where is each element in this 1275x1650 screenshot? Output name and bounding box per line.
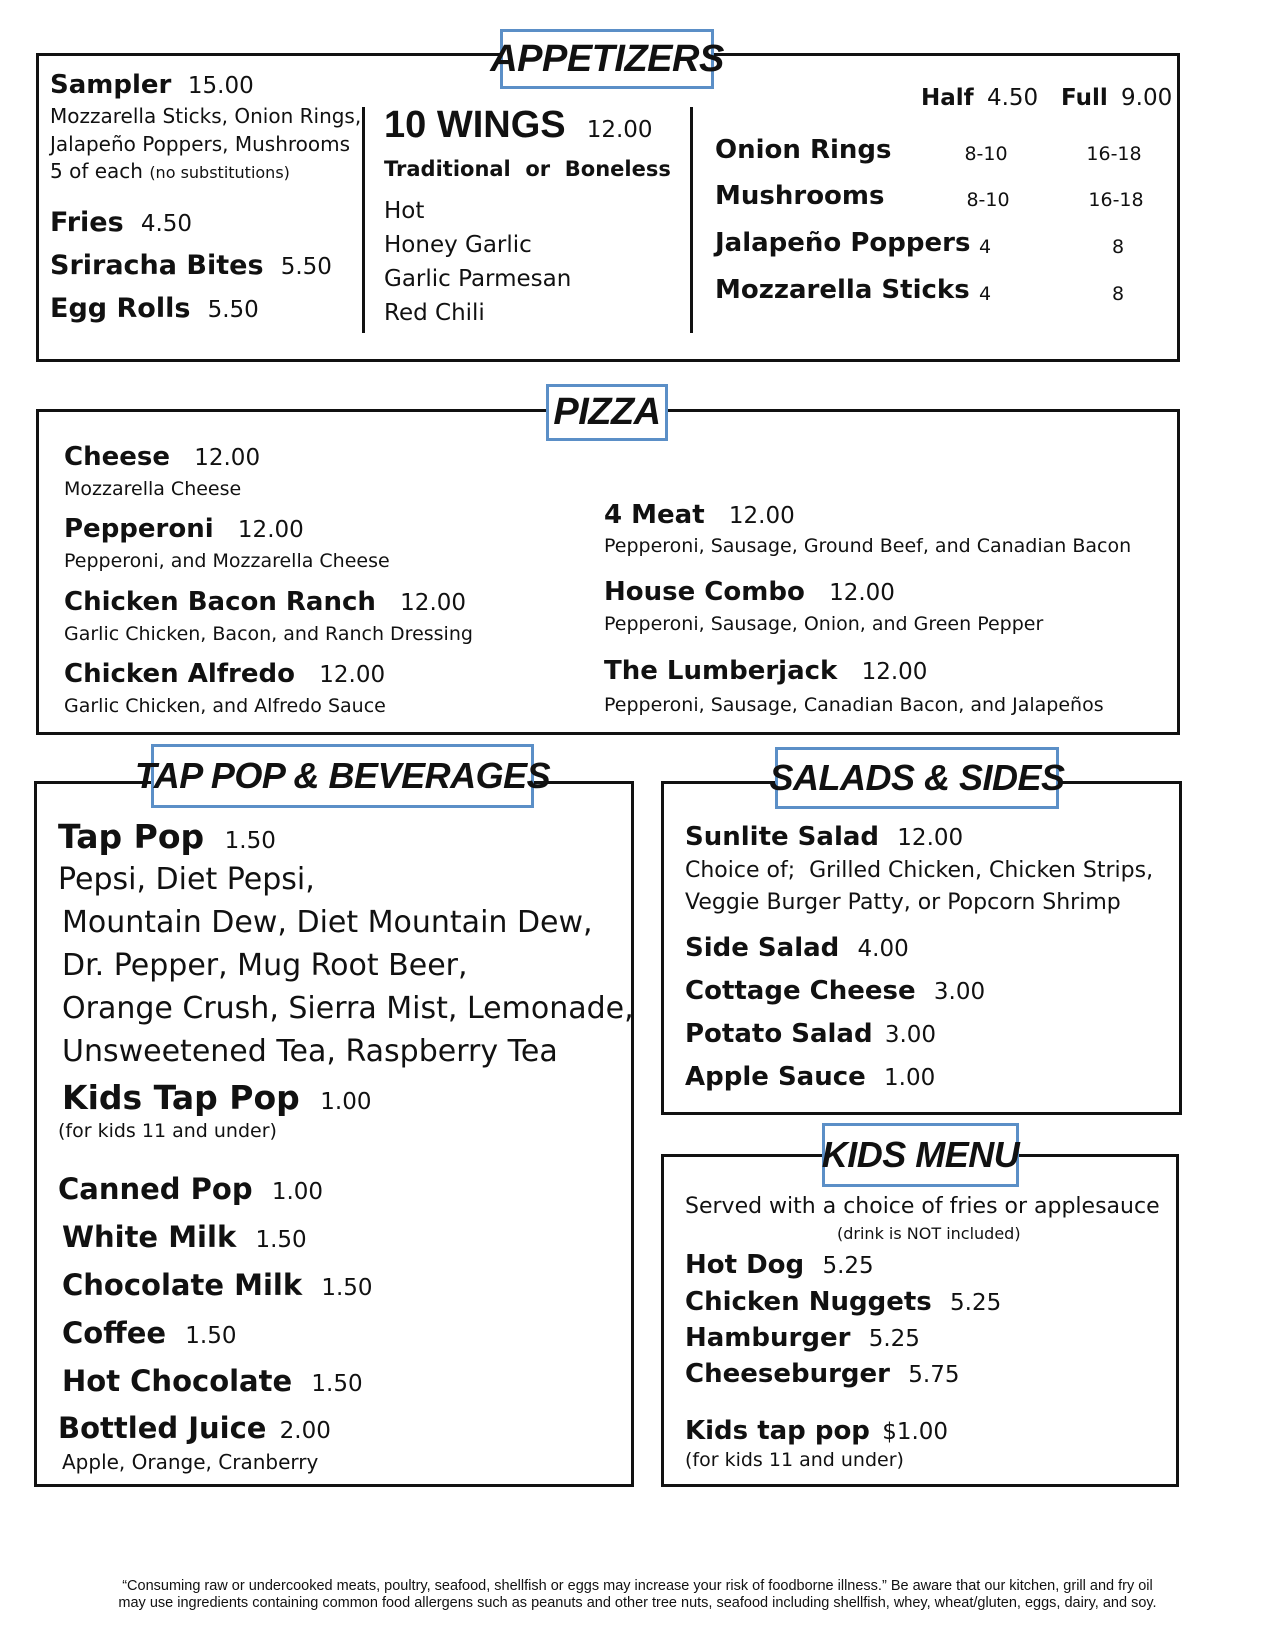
pizza-price: 12.00 — [400, 590, 467, 616]
side-price: 3.00 — [933, 979, 986, 1005]
wings-flavor: Garlic Parmesan — [384, 266, 572, 292]
kids-item — [685, 1359, 959, 1389]
salads-heading: SALADS & SIDES — [775, 747, 1059, 809]
kids-item — [685, 1250, 874, 1280]
side-price: 1.00 — [884, 1065, 936, 1091]
kids-item-name: Hamburger — [685, 1323, 851, 1353]
beverage-price: 1.50 — [185, 1323, 237, 1349]
wings-subtitle: Traditional or Boneless — [384, 157, 671, 181]
pizza-desc: Mozzarella Cheese — [64, 478, 242, 500]
pizza-price: 12.00 — [319, 662, 386, 688]
wings-flavor: Hot — [384, 198, 425, 224]
pizza-item — [604, 577, 895, 607]
kids-item-name: Hot Dog — [685, 1250, 805, 1280]
kids-tap-note: (for kids 11 and under) — [685, 1449, 904, 1471]
beverage-price: 1.00 — [271, 1179, 324, 1205]
sunlite-desc-2: Veggie Burger Patty, or Popcorn Shrimp — [685, 890, 1121, 915]
side-name: Cottage Cheese — [685, 976, 916, 1006]
appetizers-divider-1 — [362, 107, 365, 333]
pizza-price: 12.00 — [728, 503, 795, 529]
side-item — [685, 933, 909, 963]
allergen-disclaimer — [30, 1578, 1245, 1612]
sized-item-full: 8 — [1111, 283, 1125, 305]
beverage-name: Coffee — [62, 1316, 167, 1350]
full-size-header — [1061, 85, 1172, 111]
beverage-item — [62, 1364, 363, 1398]
pizza-price: 12.00 — [194, 445, 261, 471]
kids-tap-price: $1.00 — [882, 1419, 949, 1445]
beverage-item — [58, 1172, 323, 1206]
kids-item-price: 5.25 — [950, 1290, 1002, 1316]
kids-item-name: Chicken Nuggets — [685, 1287, 932, 1317]
sampler-item — [50, 70, 254, 100]
pizza-name: Chicken Bacon Ranch — [64, 587, 376, 617]
sriracha-item — [50, 250, 332, 281]
pizza-name: 4 Meat — [604, 500, 705, 530]
pizza-name: House Combo — [604, 577, 805, 607]
half-size-header — [921, 85, 1038, 111]
pizza-desc: Pepperoni, Sausage, Ground Beef, and Canadian Bacon — [604, 535, 1132, 557]
kids-served-with: Served with a choice of fries or applesauce — [685, 1194, 1160, 1219]
pizza-name: Cheese — [64, 442, 170, 472]
sampler-count: 5 of each — [50, 159, 143, 183]
kids-tap-pop-price: 1.00 — [320, 1089, 372, 1115]
beverage-price: 1.50 — [311, 1371, 363, 1397]
wings-price: 12.00 — [586, 117, 653, 143]
side-item — [685, 976, 985, 1006]
kids-item — [685, 1323, 920, 1353]
wings-flavor: Red Chili — [384, 300, 485, 326]
disclaimer-line-1: “Consuming raw or undercooked meats, poultry, seafood, shellfish or eggs may increase your risk of foodborne illness.” Be aware that our kitchen, grill and fry oil — [122, 1578, 1153, 1594]
sampler-price: 15.00 — [187, 73, 254, 99]
kids-tap-pop-item — [62, 1078, 371, 1117]
fries-item — [50, 207, 192, 238]
kids-item — [685, 1287, 1001, 1317]
side-price: 4.00 — [857, 936, 909, 962]
kids-item-price: 5.75 — [908, 1362, 960, 1388]
tap-pop-flavors: Pepsi, Diet Pepsi, — [58, 862, 315, 897]
pizza-desc: Garlic Chicken, Bacon, and Ranch Dressing — [64, 623, 473, 645]
eggrolls-name: Egg Rolls — [50, 293, 191, 324]
tap-pop-name: Tap Pop — [58, 817, 205, 856]
beverage-name: White Milk — [62, 1220, 237, 1254]
sized-item-half: 8-10 — [964, 143, 1008, 165]
side-name: Side Salad — [685, 933, 840, 963]
wings-name: 10 WINGS — [384, 104, 566, 146]
sriracha-price: 5.50 — [280, 254, 332, 280]
kids-tap-pop-name: Kids Tap Pop — [62, 1078, 300, 1117]
sized-item-name: Jalapeño Poppers — [715, 228, 971, 258]
sized-item-full: 16-18 — [1086, 143, 1142, 165]
half-label: Half — [921, 85, 974, 111]
beverage-name: Canned Pop — [58, 1172, 253, 1206]
pizza-name: Chicken Alfredo — [64, 659, 295, 689]
pizza-price: 12.00 — [861, 659, 928, 685]
sized-item-full: 8 — [1111, 236, 1125, 258]
kids-tap-name: Kids tap pop — [685, 1416, 870, 1446]
sized-item-half: 8-10 — [966, 189, 1010, 211]
kids-item-name: Cheeseburger — [685, 1359, 890, 1389]
pizza-desc: Garlic Chicken, and Alfredo Sauce — [64, 695, 386, 717]
side-item — [685, 1062, 935, 1092]
kids-tap-pop-item — [685, 1416, 948, 1446]
pizza-item — [604, 656, 927, 686]
sunlite-item — [685, 822, 963, 852]
appetizers-divider-2 — [690, 107, 693, 333]
sampler-desc-1: Mozzarella Sticks, Onion Rings, — [50, 104, 362, 128]
kids-item-price: 5.25 — [822, 1253, 874, 1279]
side-name: Potato Salad — [685, 1019, 873, 1049]
sampler-note: (no substitutions) — [149, 163, 290, 182]
beverage-name: Bottled Juice — [58, 1411, 267, 1445]
pizza-item — [64, 514, 304, 544]
fries-name: Fries — [50, 207, 124, 238]
side-name: Apple Sauce — [685, 1062, 866, 1092]
beverage-item — [62, 1268, 373, 1302]
eggrolls-price: 5.50 — [207, 297, 259, 323]
sized-item-full: 16-18 — [1088, 189, 1144, 211]
pizza-name: Pepperoni — [64, 514, 214, 544]
sriracha-name: Sriracha Bites — [50, 250, 264, 281]
wings-flavor: Honey Garlic — [384, 232, 532, 258]
beverages-heading: TAP POP & BEVERAGES — [151, 744, 534, 808]
disclaimer-line-2: may use ingredients containing common food allergens such as peanuts and other tree nuts, seafood including shellfish, whey, wheat/gluten, eggs, dairy, and soy. — [118, 1595, 1157, 1611]
sized-item-half: 4 — [978, 236, 992, 258]
tap-pop-price: 1.50 — [224, 828, 276, 854]
kids-heading: KIDS MENU — [822, 1123, 1019, 1187]
side-item — [685, 1019, 936, 1049]
sampler-name: Sampler — [50, 70, 172, 100]
tap-pop-flavors: Mountain Dew, Diet Mountain Dew, — [62, 905, 593, 940]
beverage-name: Chocolate Milk — [62, 1268, 303, 1302]
kids-item-price: 5.25 — [868, 1326, 920, 1352]
sampler-desc-3 — [50, 159, 290, 183]
full-label: Full — [1061, 85, 1108, 111]
tap-pop-flavors: Orange Crush, Sierra Mist, Lemonade, — [62, 991, 634, 1026]
fries-price: 4.50 — [140, 211, 193, 237]
beverage-price: 1.50 — [321, 1275, 373, 1301]
beverage-item — [62, 1220, 307, 1254]
sized-item-name: Mushrooms — [715, 181, 885, 211]
pizza-item — [64, 659, 385, 689]
pizza-desc: Pepperoni, Sausage, Onion, and Green Pepper — [604, 613, 1044, 635]
tap-pop-flavors: Unsweetened Tea, Raspberry Tea — [62, 1034, 558, 1069]
beverage-item — [62, 1316, 236, 1350]
pizza-item — [64, 587, 466, 617]
pizza-heading: PIZZA — [546, 384, 668, 441]
full-price: 9.00 — [1121, 85, 1173, 111]
pizza-price: 12.00 — [829, 580, 895, 606]
appetizers-heading: APPETIZERS — [500, 29, 714, 89]
sunlite-price: 12.00 — [897, 825, 964, 851]
sunlite-desc-1: Choice of; Grilled Chicken, Chicken Strips, — [685, 858, 1154, 883]
beverage-item — [58, 1411, 331, 1445]
sized-item-name: Mozzarella Sticks — [715, 275, 970, 305]
juice-flavors: Apple, Orange, Cranberry — [62, 1450, 319, 1474]
pizza-name: The Lumberjack — [604, 656, 838, 686]
tap-pop-item — [58, 817, 276, 856]
beverage-price: 2.00 — [279, 1418, 331, 1444]
pizza-desc: Pepperoni, and Mozzarella Cheese — [64, 550, 390, 572]
side-price: 3.00 — [884, 1022, 937, 1048]
kids-tap-pop-note: (for kids 11 and under) — [58, 1120, 277, 1142]
pizza-item — [64, 442, 260, 472]
tap-pop-flavors: Dr. Pepper, Mug Root Beer, — [62, 948, 468, 983]
pizza-desc: Pepperoni, Sausage, Canadian Bacon, and Jalapeños — [604, 694, 1104, 716]
sized-item-half: 4 — [978, 283, 992, 305]
sampler-desc-2: Jalapeño Poppers, Mushrooms — [50, 132, 351, 156]
sized-item-name: Onion Rings — [715, 135, 892, 165]
eggrolls-item — [50, 293, 259, 324]
wings-item — [384, 104, 653, 147]
beverage-name: Hot Chocolate — [62, 1364, 293, 1398]
sunlite-name: Sunlite Salad — [685, 822, 880, 852]
pizza-price: 12.00 — [237, 517, 304, 543]
beverage-price: 1.50 — [255, 1227, 307, 1253]
kids-drink-note: (drink is NOT included) — [837, 1224, 1021, 1243]
half-price: 4.50 — [986, 85, 1039, 111]
pizza-item — [604, 500, 795, 530]
